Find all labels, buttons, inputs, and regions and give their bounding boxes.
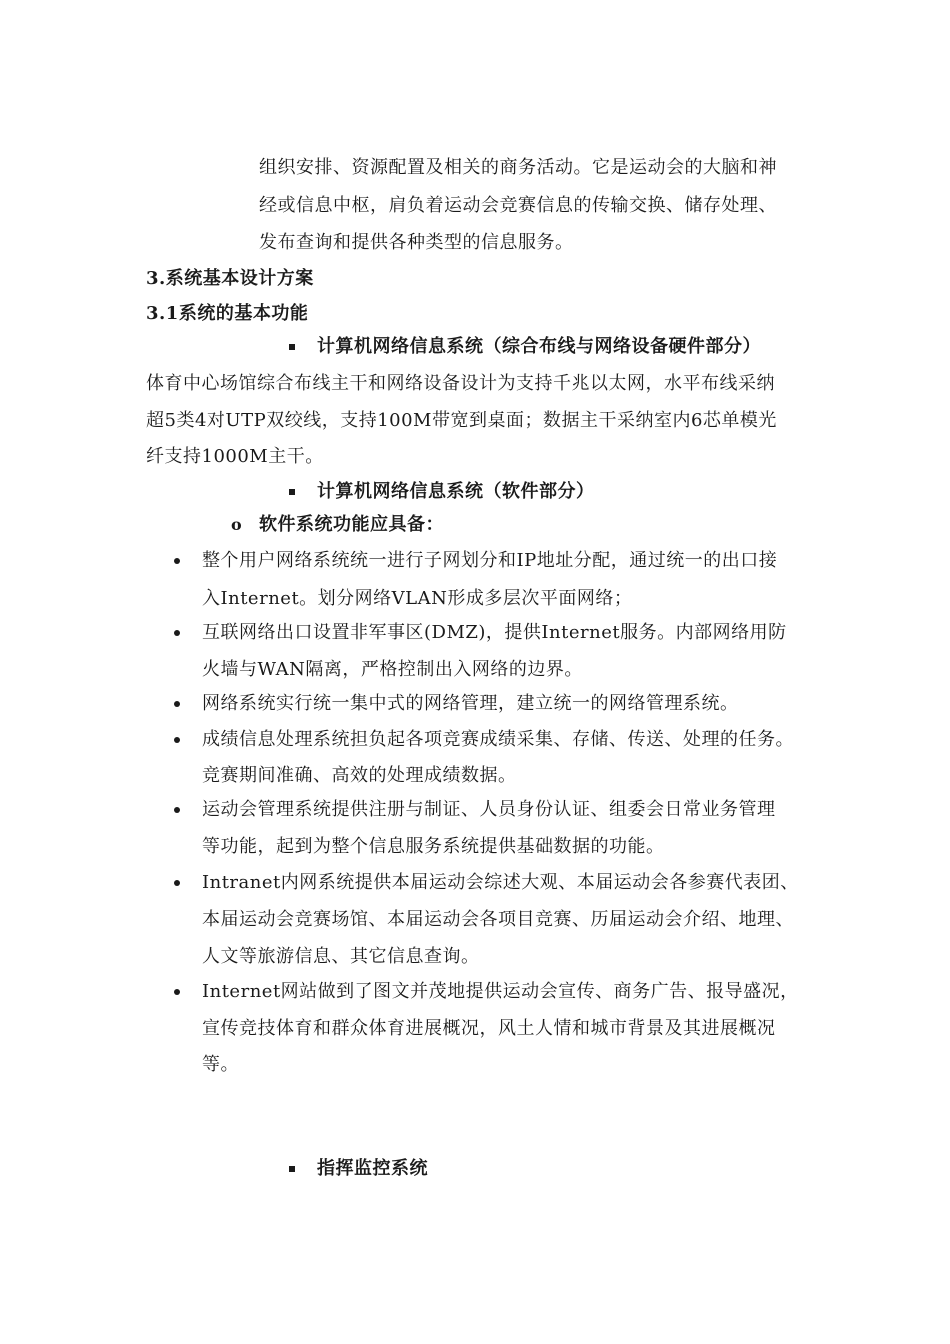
dot-bullet-icon — [174, 807, 180, 813]
dot-bullet-icon — [174, 880, 180, 886]
list-item-cont: 人文等旅游信息、其它信息查询。 — [202, 946, 480, 967]
list-item-cont: 入Internet。划分网络VLAN形成多层次平面网络； — [202, 588, 633, 609]
dot-bullet-icon — [174, 737, 180, 743]
square-bullet-icon — [289, 1166, 295, 1172]
network-sw-title: 计算机网络信息系统（软件部分） — [317, 481, 595, 502]
network-hw-line-1: 体育中心场馆综合布线主干和网络设备设计为支持千兆以太网，水平布线采纳 — [146, 373, 775, 394]
intro-line-2: 经或信息中枢，肩负着运动会竞赛信息的传输交换、储存处理、 — [259, 195, 777, 216]
list-item: 成绩信息处理系统担负起各项竞赛成绩采集、存储、传送、处理的任务。 — [202, 729, 794, 750]
square-bullet-icon — [289, 489, 295, 495]
dot-bullet-icon — [174, 558, 180, 564]
list-item-cont: 竞赛期间准确、高效的处理成绩数据。 — [202, 765, 517, 786]
list-item-cont: 本届运动会竞赛场馆、本届运动会各项目竞赛、历届运动会介绍、地理、 — [202, 909, 794, 930]
network-sw-subtitle: 软件系统功能应具备： — [259, 514, 444, 535]
list-item-cont: 火墙与WAN隔离，严格控制出入网络的边界。 — [202, 659, 583, 680]
list-item-cont: 等。 — [202, 1054, 239, 1075]
section-heading: 3.系统基本设计方案 — [146, 268, 314, 289]
circle-bullet-icon: o — [231, 515, 242, 534]
network-hw-line-2: 超5类4对UTP双绞线，支持100M带宽到桌面；数据主干采纳室内6芯单模光 — [146, 410, 777, 431]
intro-line-3: 发布查询和提供各种类型的信息服务。 — [259, 232, 574, 253]
list-item-cont: 等功能，起到为整个信息服务系统提供基础数据的功能。 — [202, 836, 665, 857]
intro-line-1: 组织安排、资源配置及相关的商务活动。它是运动会的大脑和神 — [259, 157, 777, 178]
list-item: Internet网站做到了图文并茂地提供运动会宣传、商务广告、报导盛况， — [202, 981, 799, 1002]
list-item-cont: 宣传竞技体育和群众体育进展概况，风土人情和城市背景及其进展概况 — [202, 1018, 776, 1039]
network-hw-title: 计算机网络信息系统（综合布线与网络设备硬件部分） — [317, 336, 761, 357]
list-item: 网络系统实行统一集中式的网络管理，建立统一的网络管理系统。 — [202, 693, 739, 714]
subsection-heading: 3.1系统的基本功能 — [146, 303, 309, 324]
dot-bullet-icon — [174, 701, 180, 707]
network-hw-line-3: 纤支持1000M主干。 — [146, 446, 324, 467]
list-item: Intranet内网系统提供本届运动会综述大观、本届运动会各参赛代表团、 — [202, 872, 799, 893]
list-item: 运动会管理系统提供注册与制证、人员身份认证、组委会日常业务管理 — [202, 799, 776, 820]
list-item: 整个用户网络系统统一进行子网划分和IP地址分配，通过统一的出口接 — [202, 550, 778, 571]
list-item: 互联网络出口设置非军事区(DMZ)，提供Internet服务。内部网络用防 — [202, 622, 787, 643]
dot-bullet-icon — [174, 630, 180, 636]
square-bullet-icon — [289, 344, 295, 350]
dot-bullet-icon — [174, 989, 180, 995]
command-title: 指挥监控系统 — [317, 1158, 428, 1179]
